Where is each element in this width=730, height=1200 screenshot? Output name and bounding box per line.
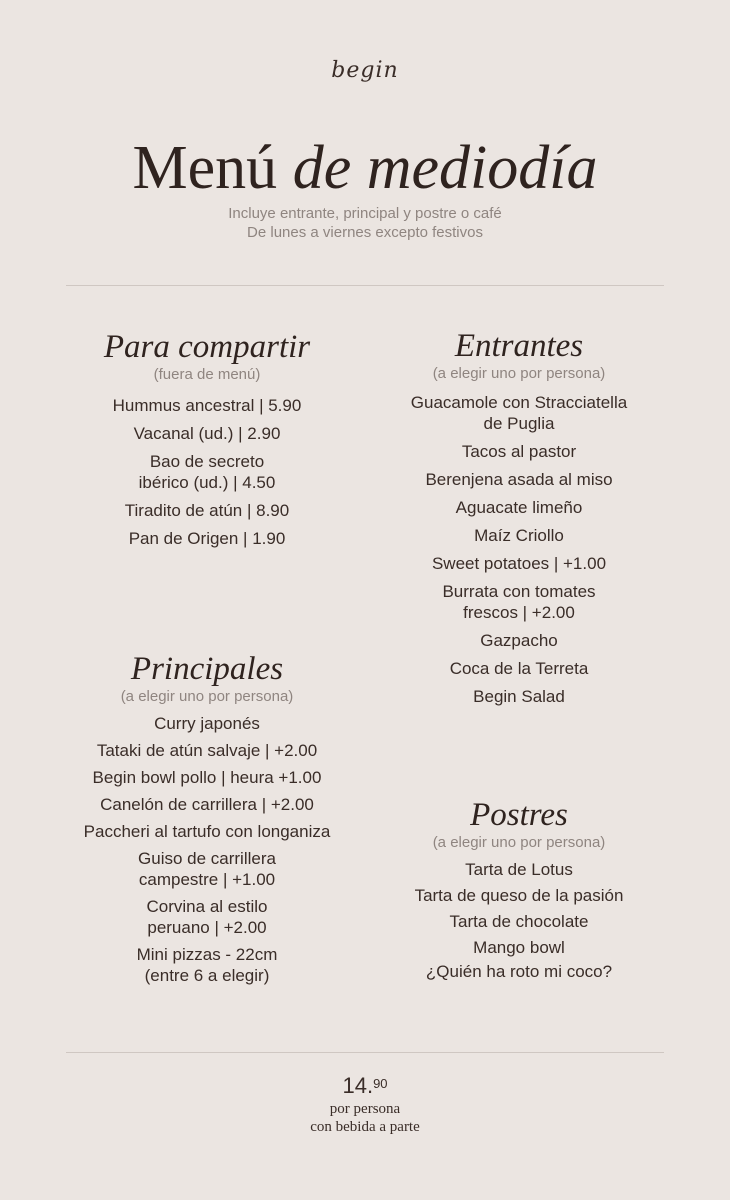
menu-item: Aguacate limeño — [455, 498, 583, 517]
menu-item: Curry japonés — [154, 714, 260, 733]
section-para-compartir — [47, 329, 367, 556]
menu-item: Guacamole con Stracciatella de Puglia — [410, 393, 628, 433]
section-subtitle: (a elegir uno por persona) — [120, 688, 294, 705]
brand-logo: begin — [331, 58, 399, 83]
menu-item: Corvina al estilo peruano | +2.00 — [146, 897, 268, 937]
menu-item: ¿Quién ha roto mi coco? — [425, 962, 613, 981]
menu-item: Mini pizzas - 22cm (entre 6 a elegir) — [136, 945, 278, 985]
page-title — [0, 132, 730, 204]
menu-item: Canelón de carrillera | +2.00 — [100, 795, 314, 814]
menu-item: Bao de secreto ibérico (ud.) | 4.50 — [138, 452, 276, 492]
section-title: Para compartir — [103, 329, 311, 365]
divider-top — [66, 285, 664, 286]
menu-item-list — [47, 713, 367, 986]
price-note-line-2: con bebida a parte — [310, 1119, 420, 1135]
price-note-line-1: por persona — [329, 1101, 401, 1117]
menu-item: Sweet potatoes | +1.00 — [431, 554, 607, 573]
menu-item: Guiso de carrillera campestre | +1.00 — [138, 849, 276, 889]
menu-item-list — [47, 395, 367, 549]
menu-price — [0, 1072, 730, 1136]
menu-item: Tataki de atún salvaje | +2.00 — [96, 741, 318, 760]
menu-item: Begin bowl pollo | heura +1.00 — [92, 768, 322, 787]
menu-item: Maíz Criollo — [474, 526, 564, 545]
menu-item: Tacos al pastor — [461, 442, 577, 461]
menu-item: Burrata con tomates frescos | +2.00 — [442, 582, 596, 622]
section-principales — [47, 651, 367, 992]
menu-item: Tarta de Lotus — [465, 860, 573, 879]
menu-item: Gazpacho — [480, 631, 558, 650]
price-amount — [342, 1072, 387, 1100]
price-cents: 90 — [373, 1076, 388, 1091]
menu-item: Coca de la Terreta — [449, 659, 589, 678]
menu-item: Paccheri al tartufo con longaniza — [83, 822, 331, 841]
title-part-2: de mediodía — [292, 134, 598, 202]
menu-item: Pan de Origen | 1.90 — [128, 529, 286, 548]
section-subtitle: (a elegir uno por persona) — [432, 365, 606, 382]
section-subtitle: (fuera de menú) — [153, 366, 261, 383]
menu-item: Tarta de queso de la pasión — [414, 886, 624, 905]
conditions-line-2: De lunes a viernes excepto festivos — [247, 224, 483, 241]
section-subtitle: (a elegir uno por persona) — [432, 834, 606, 851]
title-part-1: Menú — [132, 134, 278, 202]
menu-item: Berenjena asada al miso — [425, 470, 613, 489]
section-postres — [359, 797, 679, 985]
menu-item: Mango bowl — [473, 938, 565, 957]
divider-bottom — [66, 1052, 664, 1053]
menu-item: Vacanal (ud.) | 2.90 — [133, 424, 281, 443]
section-entrantes — [359, 328, 679, 714]
menu-item: Begin Salad — [473, 687, 565, 706]
section-title: Postres — [470, 797, 568, 833]
conditions-line-1: Incluye entrante, principal y postre o café — [228, 205, 502, 222]
menu-item: Tarta de chocolate — [449, 912, 589, 931]
price-euros: 14. — [342, 1073, 374, 1098]
menu-item: Hummus ancestral | 5.90 — [112, 396, 302, 415]
menu-conditions — [0, 204, 730, 242]
menu-item: Tiradito de atún | 8.90 — [124, 501, 290, 520]
menu-item-list — [359, 392, 679, 707]
section-title: Principales — [130, 651, 284, 687]
menu-item-list — [359, 859, 679, 982]
section-title: Entrantes — [454, 328, 584, 364]
